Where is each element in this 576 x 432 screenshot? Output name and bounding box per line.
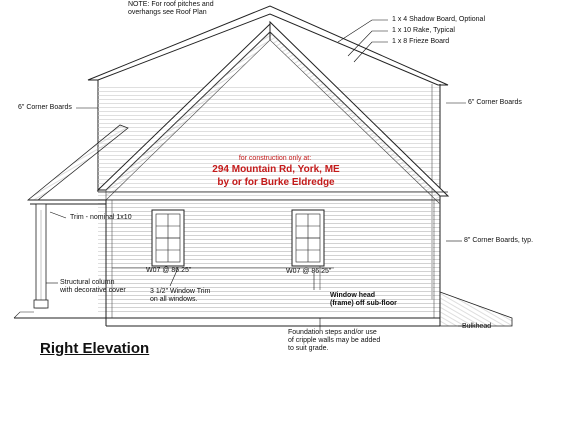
- window-head-line1: Window head: [330, 292, 376, 299]
- frieze-callout: 1 x 8 Frieze Board: [392, 38, 450, 45]
- drawing-title: Right Elevation: [40, 340, 150, 357]
- rake-callout: 1 x 10 Rake, Typical: [392, 27, 455, 34]
- foundation-line1: Foundation steps and/or use: [288, 329, 377, 336]
- window-trim-line2: on all windows.: [150, 296, 198, 303]
- corner-boards-right-callout: 6" Corner Boards: [468, 99, 522, 106]
- window-left-tag: W07 @ 86.25": [146, 267, 192, 274]
- window-left: [152, 210, 184, 266]
- watermark-line2: 294 Mountain Rd, York, ME: [212, 164, 340, 175]
- roof-note-line1: NOTE: For roof pitches and: [128, 1, 214, 8]
- window-head-line2: (frame) off sub-floor: [330, 300, 397, 307]
- shadow-board-callout: 1 x 4 Shadow Board, Optional: [392, 16, 486, 23]
- window-trim-line1: 3 1/2" Window Trim: [150, 288, 211, 295]
- corner-boards-lower-callout: 8" Corner Boards, typ.: [464, 237, 534, 244]
- bulkhead-label: Bulkhead: [462, 323, 492, 330]
- trim-callout: Trim - nominal 1x10: [70, 214, 132, 221]
- foundation-line3: to suit grade.: [288, 345, 329, 352]
- corner-boards-left-callout: 6" Corner Boards: [18, 104, 72, 111]
- watermark-line3: by or for Burke Eldredge: [217, 177, 335, 188]
- window-right: [292, 210, 324, 266]
- column-callout-line1: Structural column: [60, 279, 115, 286]
- watermark-line1: for construction only at:: [238, 155, 312, 162]
- window-right-tag: W07 @ 86.25": [286, 268, 332, 275]
- column-callout-line2: with decorative cover: [60, 287, 126, 294]
- roof-note-line2: overhangs see Roof Plan: [128, 9, 207, 16]
- foundation-line2: of cripple walls may be added: [288, 337, 381, 344]
- bulkhead: [440, 292, 512, 326]
